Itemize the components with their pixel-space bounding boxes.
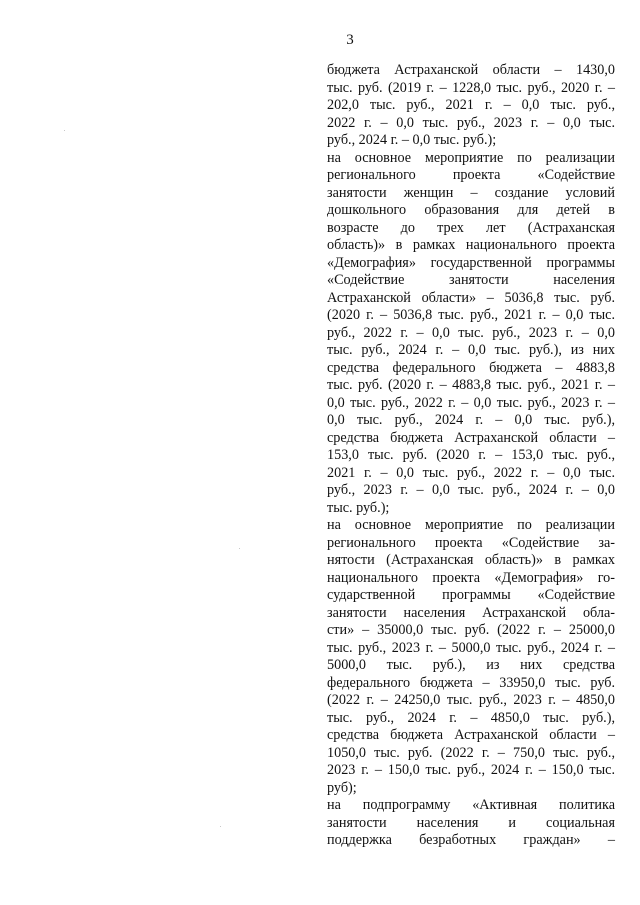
scan-speck (239, 548, 240, 549)
text-line: 5000,0 тыс. руб.), из них средства (327, 657, 615, 673)
text-line: «Демография» государственной программы (327, 254, 615, 271)
text-line: (2020 г. – 5036,8 тыс. руб., 2021 г. – 0,0 тыс. (327, 307, 615, 323)
text-line: средства бюджета Астраханской области – (327, 429, 615, 446)
text-line: область)» в рамках национального проекта (327, 237, 615, 253)
text-line: федерального бюджета – 33950,0 тыс. руб. (327, 674, 615, 691)
text-line: тыс. руб.); (327, 499, 390, 516)
text-line: занятости населения Астраханской обла- (327, 604, 615, 621)
text-line: «Содействие занятости населения (327, 272, 615, 288)
text-line: сти» – 35000,0 тыс. руб. (2022 г. – 25000,0 (327, 622, 615, 638)
text-line: тыс. руб. (2020 г. – 4883,8 тыс. руб., 2021 г. – (327, 377, 615, 393)
text-line: 202,0 тыс. руб., 2021 г. – 0,0 тыс. руб., (327, 97, 615, 113)
text-line: руб., 2022 г. – 0,0 тыс. руб., 2023 г. – 0,0 (327, 324, 615, 341)
text-line: руб., 2023 г. – 0,0 тыс. руб., 2024 г. – 0,0 (327, 482, 615, 498)
scan-speck (64, 130, 65, 131)
page-number: 3 (346, 32, 354, 48)
text-line: Астраханской области» – 5036,8 тыс. руб. (327, 289, 615, 306)
text-line: дошкольного образования для детей в (327, 202, 615, 218)
text-line: тыс. руб., 2024 г. – 4850,0 тыс. руб.), (327, 709, 615, 726)
document-text-column (327, 62, 615, 850)
text-line: занятости населения и социальная (327, 814, 615, 831)
text-line: руб); (327, 779, 357, 796)
text-line: 2023 г. – 150,0 тыс. руб., 2024 г. – 150,0 тыс. (327, 762, 615, 778)
text-line: регионального проекта «Содействие (327, 167, 615, 183)
text-line: 0,0 тыс. руб., 2022 г. – 0,0 тыс. руб., 2023 г. – (327, 394, 615, 411)
text-line: поддержка безработных граждан» – (327, 832, 615, 848)
text-line: средства федерального бюджета – 4883,8 (327, 359, 615, 376)
text-line: (2022 г. – 24250,0 тыс. руб., 2023 г. – 4850,0 (327, 692, 615, 708)
text-line: тыс. руб., 2024 г. – 0,0 тыс. руб.), из них (327, 342, 615, 358)
text-line: тыс. руб. (2019 г. – 1228,0 тыс. руб., 2020 г. – (327, 79, 615, 96)
text-line: средства бюджета Астраханской области – (327, 727, 615, 743)
text-line: 0,0 тыс. руб., 2024 г. – 0,0 тыс. руб.), (327, 412, 615, 428)
text-line: регионального проекта «Содействие за- (327, 534, 615, 551)
text-line: 2022 г. – 0,0 тыс. руб., 2023 г. – 0,0 тыс. (327, 114, 615, 131)
text-line: на основное мероприятие по реализации (327, 517, 615, 533)
text-line: на подпрограмму «Активная политика (327, 797, 615, 813)
text-line: бюджета Астраханской области – 1430,0 (327, 62, 615, 78)
text-line: 2021 г. – 0,0 тыс. руб., 2022 г. – 0,0 тыс. (327, 464, 615, 481)
text-line: 153,0 тыс. руб. (2020 г. – 153,0 тыс. руб., (327, 447, 615, 463)
text-line: нятости (Астраханская область)» в рамках (327, 552, 615, 568)
text-line: национального проекта «Демография» го- (327, 569, 615, 586)
text-line: занятости женщин – создание условий (327, 184, 615, 201)
text-line: тыс. руб., 2023 г. – 5000,0 тыс. руб., 2024 г. – (327, 639, 615, 656)
scan-speck (220, 826, 221, 827)
text-line: руб., 2024 г. – 0,0 тыс. руб.); (327, 132, 497, 148)
text-line: возрасте до трех лет (Астраханская (327, 219, 615, 236)
text-line: 1050,0 тыс. руб. (2022 г. – 750,0 тыс. руб., (327, 744, 615, 761)
text-line: на основное мероприятие по реализации (327, 149, 615, 166)
text-line: сударственной программы «Содействие (327, 587, 615, 603)
